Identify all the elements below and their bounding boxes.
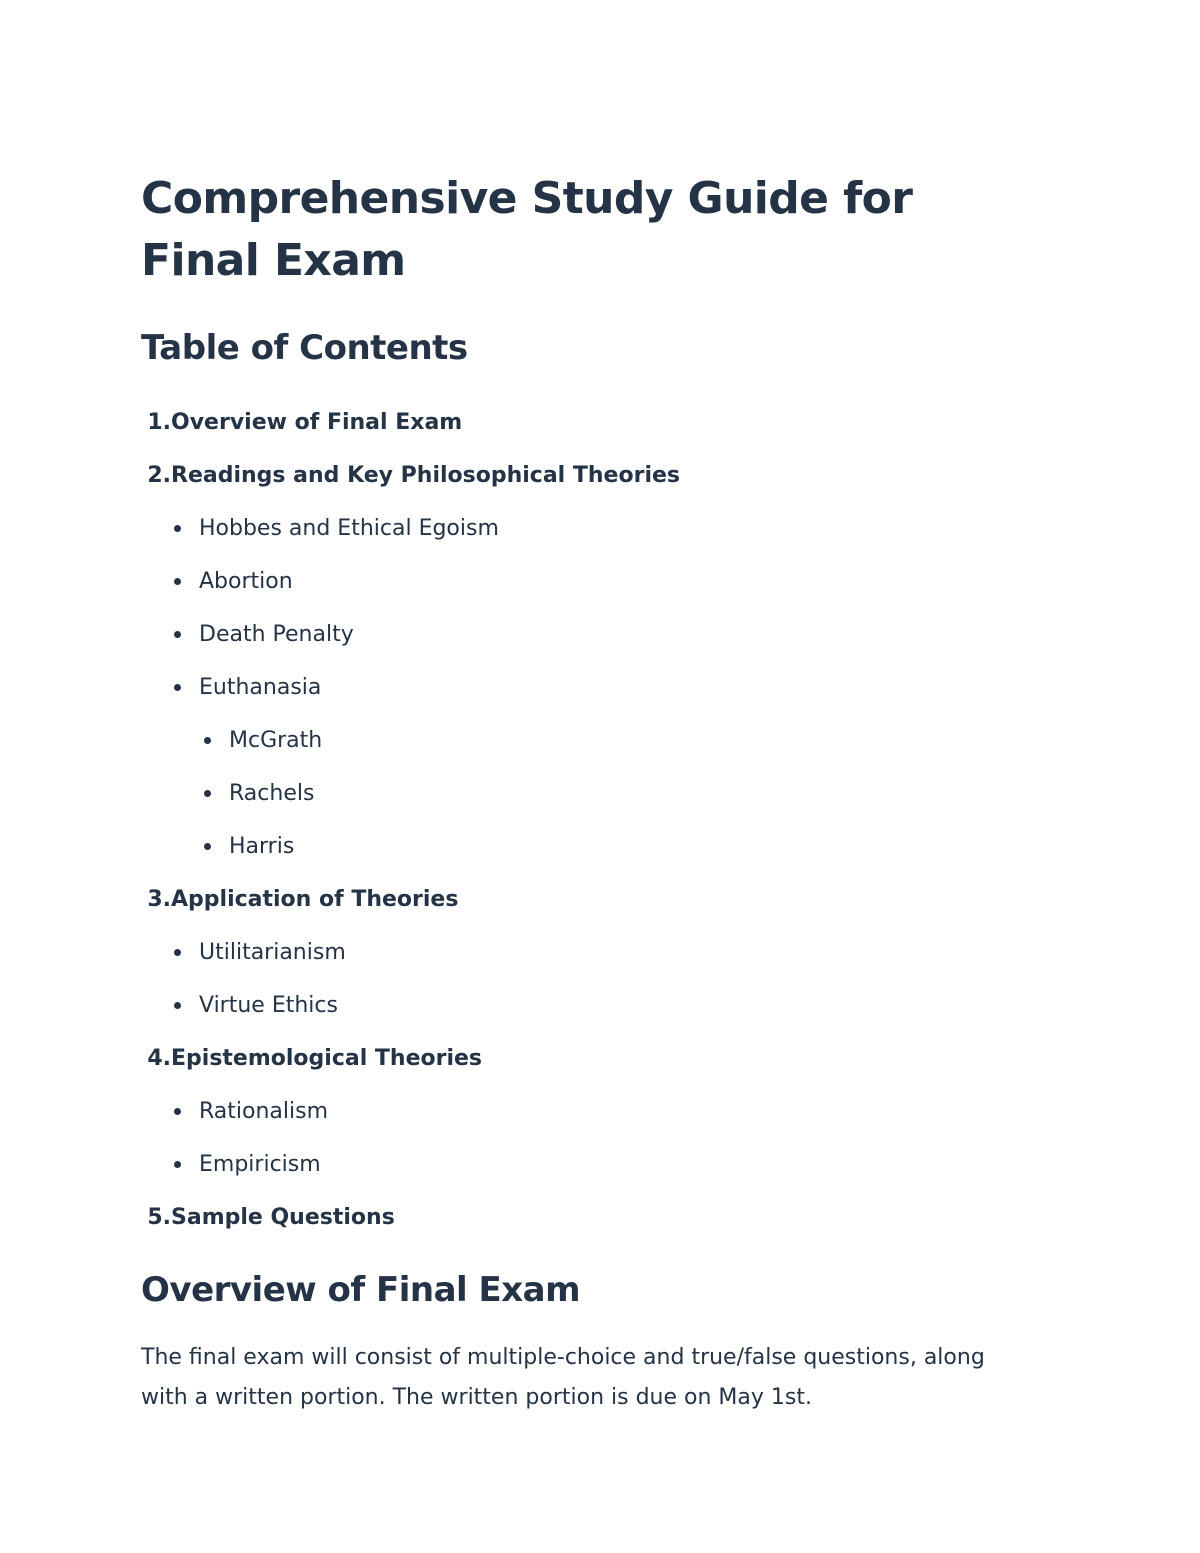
overview-heading: Overview of Final Exam	[141, 1270, 581, 1310]
toc-sublist	[141, 1085, 1041, 1191]
toc-heading: Table of Contents	[141, 328, 468, 368]
toc-item-number: 3.	[147, 887, 171, 912]
list-item: Rationalism	[141, 1085, 1041, 1138]
toc-item-number: 2.	[147, 463, 171, 488]
document-page	[141, 168, 1041, 1418]
list-item: Utilitarianism	[141, 926, 1041, 979]
toc-item-overview	[141, 396, 1041, 449]
toc-item-sample-questions	[141, 1191, 1041, 1244]
toc-sublist	[141, 926, 1041, 1032]
document-title: Comprehensive Study Guide for Final Exam	[141, 173, 913, 286]
toc-link-epistemology[interactable]: Epistemological Theories	[171, 1046, 483, 1071]
toc-link-application[interactable]: Application of Theories	[171, 887, 459, 912]
list-item: Harris	[141, 820, 1041, 873]
toc-item-application	[141, 873, 1041, 1032]
toc-item-number: 4.	[147, 1046, 171, 1071]
list-item: Death Penalty	[141, 608, 1041, 661]
toc-sublist	[141, 502, 1041, 714]
toc-item-readings	[141, 449, 1041, 873]
list-item: Virtue Ethics	[141, 979, 1041, 1032]
toc-item-number: 1.	[147, 410, 171, 435]
toc-subsublist	[141, 714, 1041, 873]
table-of-contents	[141, 396, 1041, 1244]
list-item: Euthanasia	[141, 661, 1041, 714]
toc-link-readings[interactable]: Readings and Key Philosophical Theories	[171, 463, 680, 488]
toc-link-overview[interactable]: Overview of Final Exam	[171, 410, 463, 435]
list-item: Abortion	[141, 555, 1041, 608]
toc-link-sample-questions[interactable]: Sample Questions	[171, 1205, 395, 1230]
overview-paragraph: The final exam will consist of multiple-choice and true/false questions, along with a written portion. The written portion is due on May 1st.	[141, 1345, 985, 1410]
list-item: Hobbes and Ethical Egoism	[141, 502, 1041, 555]
list-item: Rachels	[141, 767, 1041, 820]
toc-item-epistemology	[141, 1032, 1041, 1191]
list-item: McGrath	[141, 714, 1041, 767]
toc-item-number: 5.	[147, 1205, 171, 1230]
list-item: Empiricism	[141, 1138, 1041, 1191]
